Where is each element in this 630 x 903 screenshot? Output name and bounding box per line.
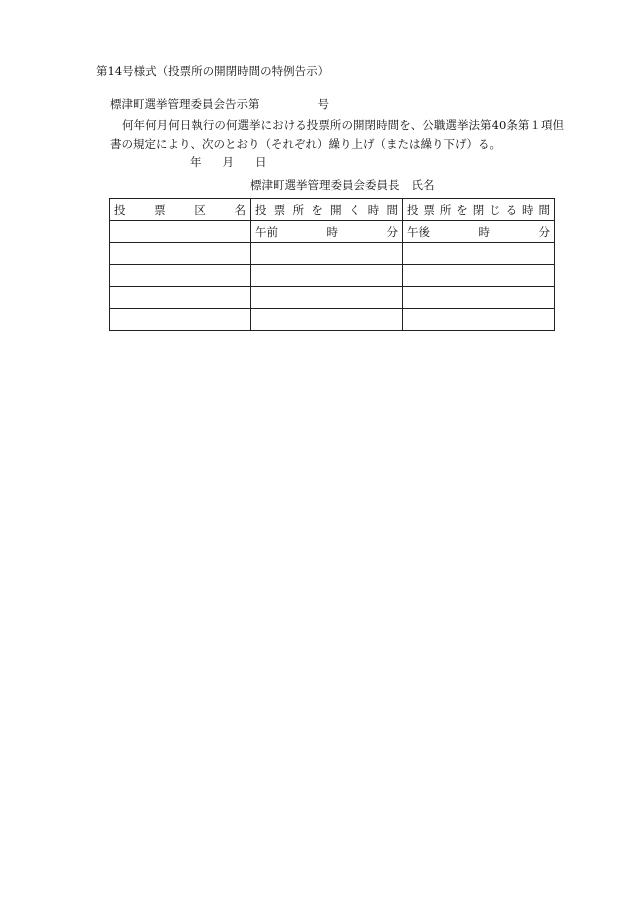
- signer-title: 標津町選挙管理委員会委員長: [250, 178, 400, 192]
- table-row: [110, 287, 555, 309]
- table-cell: [403, 309, 555, 331]
- table-cell: [251, 265, 403, 287]
- table-cell: [251, 243, 403, 265]
- open-am-label: 午前: [255, 224, 278, 239]
- district-cell: [110, 221, 251, 243]
- table-row: [110, 243, 555, 265]
- close-time-cell: [403, 221, 555, 243]
- signer-name: 氏名: [411, 178, 435, 192]
- notice-body-line-2: 書の規定により、次のとおり（それぞれ）繰り上げ（または繰り下げ）る。: [110, 137, 501, 151]
- table-row: [110, 221, 555, 243]
- open-time-cell: [251, 221, 403, 243]
- notice-title: [110, 96, 329, 112]
- table-cell: [251, 309, 403, 331]
- header-open-time: 投票所を開く時間: [251, 199, 403, 221]
- form-title: 第14号様式（投票所の開閉時間の特例告示）: [96, 64, 330, 78]
- notice-title-text: 標津町選挙管理委員会告示第: [110, 97, 260, 111]
- close-pm-label: 午後: [407, 224, 430, 239]
- notice-number-suffix: 号: [317, 97, 329, 111]
- notice-body-line-1: 何年何月何日執行の何選挙における投票所の開閉時間を、公職選挙法第40条第１項但: [122, 118, 565, 132]
- polling-hours-table: [109, 198, 555, 331]
- table-row: [110, 309, 555, 331]
- header-district: 投票区名: [110, 199, 251, 221]
- date-month: 月: [222, 155, 234, 169]
- table-header-row: [110, 199, 555, 221]
- table-cell: [251, 287, 403, 309]
- open-hour-label: 時: [326, 224, 338, 239]
- table-cell: [110, 287, 251, 309]
- close-hour-label: 時: [478, 224, 490, 239]
- date-year: 年: [190, 155, 202, 169]
- date-day: 日: [255, 155, 267, 169]
- header-close-time: 投票所を閉じる時間: [403, 199, 555, 221]
- table-cell: [403, 243, 555, 265]
- close-minute-label: 分: [538, 224, 550, 239]
- signer-line: [250, 177, 435, 193]
- table-cell: [403, 287, 555, 309]
- open-minute-label: 分: [386, 224, 398, 239]
- table-cell: [110, 243, 251, 265]
- notice-date: [190, 154, 267, 170]
- table-cell: [110, 309, 251, 331]
- table-row: [110, 265, 555, 287]
- table-cell: [110, 265, 251, 287]
- table-cell: [403, 265, 555, 287]
